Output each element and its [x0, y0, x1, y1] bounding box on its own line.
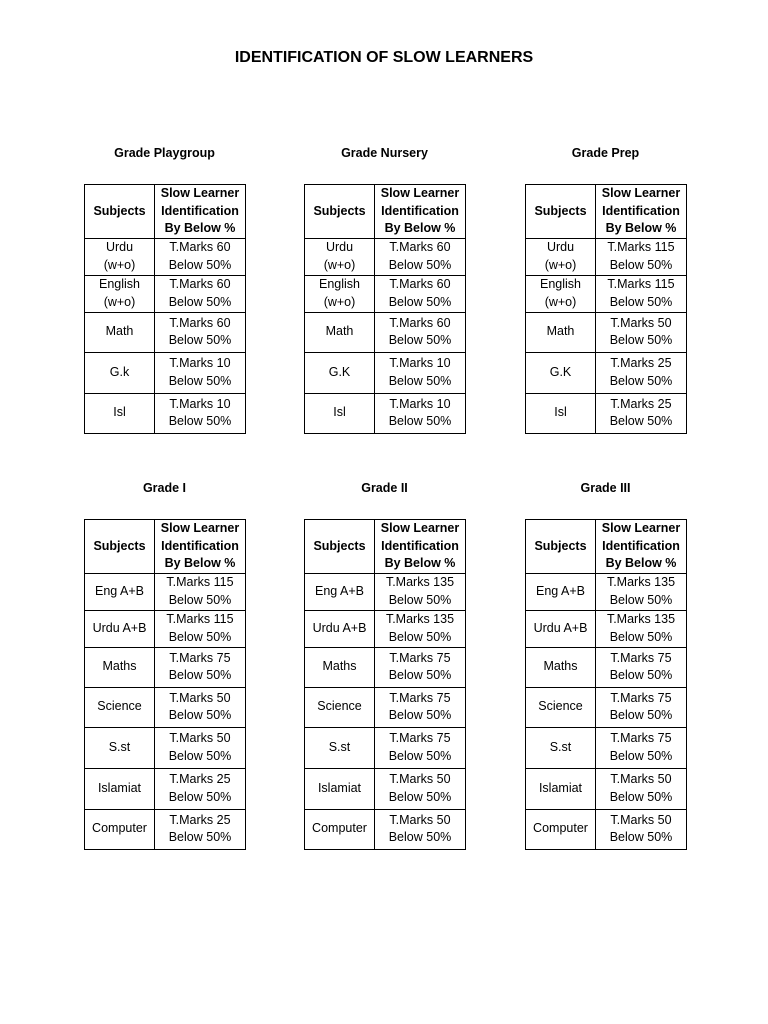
marks-text: Below 50%: [388, 748, 452, 763]
subject-cell: [85, 727, 155, 768]
table-row: [305, 687, 466, 727]
header-line: By Below %: [384, 221, 456, 235]
marks-cell: [596, 727, 687, 768]
subject-text: Eng A+B: [536, 583, 585, 598]
subject-cell: [85, 687, 155, 727]
marks-cell: [375, 393, 466, 433]
subject-cell: [85, 647, 155, 687]
table-row: [85, 573, 246, 610]
subjects-header: Subjects: [85, 185, 155, 239]
subject-text: Science: [538, 699, 583, 714]
page-title: IDENTIFICATION OF SLOW LEARNERS: [234, 49, 534, 66]
subject-cell: [526, 312, 596, 352]
header-line: Identification: [381, 203, 459, 218]
subject-text: Maths: [102, 659, 137, 674]
marks-text: T.Marks 75: [169, 650, 231, 665]
marks-cell: [375, 352, 466, 393]
marks-text: Below 50%: [388, 668, 452, 682]
marks-text: Below 50%: [609, 294, 673, 309]
table-row: [85, 393, 246, 433]
subjects-header: Subjects: [526, 185, 596, 239]
subject-text: Isl: [333, 405, 346, 420]
marks-text: T.Marks 115: [607, 240, 675, 254]
header-line: By Below %: [384, 556, 456, 570]
marks-text: T.Marks 115: [166, 575, 234, 589]
marks-text: Below 50%: [609, 592, 673, 607]
table-row: [305, 727, 466, 768]
header-line: By Below %: [605, 556, 677, 570]
marks-text: Below 50%: [388, 629, 452, 644]
header-line: Identification: [161, 538, 239, 553]
table-row: [305, 809, 466, 849]
marks-text: Below 50%: [609, 830, 673, 844]
marks-text: T.Marks 60: [169, 240, 231, 254]
marks-text: T.Marks 25: [610, 396, 672, 411]
subject-text: Computer: [92, 821, 147, 836]
marks-text: Below 50%: [609, 668, 673, 682]
subject-cell: [526, 573, 596, 610]
marks-cell: [155, 610, 246, 647]
marks-cell: [596, 393, 687, 433]
marks-text: T.Marks 75: [389, 690, 451, 705]
marks-text: T.Marks 135: [385, 575, 455, 589]
marks-cell: [596, 275, 687, 312]
marks-text: Below 50%: [609, 748, 673, 763]
subject-text: (w+o): [544, 257, 577, 272]
subject-text: English: [319, 277, 360, 291]
subject-cell: [526, 610, 596, 647]
marks-text: T.Marks 135: [606, 575, 676, 589]
marks-text: T.Marks 75: [610, 690, 672, 705]
header-line: Identification: [602, 538, 680, 553]
subject-cell: [305, 687, 375, 727]
marks-text: Below 50%: [168, 830, 232, 844]
table-row: [85, 312, 246, 352]
marks-text: Below 50%: [168, 629, 232, 644]
marks-text: Below 50%: [609, 373, 673, 388]
subject-text: Islamiat: [317, 780, 362, 795]
subject-text: Maths: [322, 659, 357, 674]
marks-text: T.Marks 50: [389, 772, 451, 786]
marks-text: T.Marks 50: [610, 812, 672, 827]
subject-text: (w+o): [544, 294, 577, 309]
table-row: [526, 312, 687, 352]
subject-cell: [526, 352, 596, 393]
subject-text: G.K: [328, 364, 351, 379]
marks-cell: [375, 687, 466, 727]
grade-title: Grade II: [361, 481, 408, 495]
marks-text: T.Marks 115: [607, 277, 675, 291]
marks-text: Below 50%: [168, 748, 232, 763]
subject-cell: [85, 809, 155, 849]
marks-cell: [155, 573, 246, 610]
marks-text: T.Marks 10: [389, 356, 451, 370]
subject-text: Urdu: [325, 240, 354, 254]
table-row: [85, 768, 246, 809]
grade-title: Grade I: [142, 481, 187, 495]
table-header-row: [85, 520, 246, 574]
subject-cell: [305, 647, 375, 687]
subject-cell: [305, 727, 375, 768]
marks-text: T.Marks 50: [169, 690, 231, 705]
subject-text: (w+o): [103, 294, 136, 309]
table-row: [305, 352, 466, 393]
table-row: [305, 312, 466, 352]
marks-cell: [596, 312, 687, 352]
marks-cell: [375, 275, 466, 312]
marks-text: T.Marks 50: [610, 772, 672, 786]
marks-text: Below 50%: [168, 294, 232, 309]
subject-text: Eng A+B: [95, 583, 144, 598]
header-line: Slow Learner: [160, 521, 240, 535]
marks-cell: [375, 610, 466, 647]
identification-header: [375, 520, 466, 574]
marks-cell: [596, 687, 687, 727]
marks-text: T.Marks 10: [389, 396, 451, 411]
subject-text: Computer: [312, 821, 367, 836]
grade-title: Grade Nursery: [341, 146, 428, 160]
marks-cell: [596, 573, 687, 610]
subject-text: Urdu A+B: [533, 620, 588, 635]
subject-text: Islamiat: [538, 780, 583, 795]
subject-cell: [526, 768, 596, 809]
subject-cell: [85, 238, 155, 275]
header-line: By Below %: [605, 221, 677, 235]
subject-cell: [85, 768, 155, 809]
subject-text: Isl: [554, 405, 567, 420]
marks-text: Below 50%: [388, 333, 452, 347]
header-line: Slow Learner: [160, 186, 240, 200]
subject-text: Science: [97, 699, 142, 714]
marks-cell: [155, 393, 246, 433]
marks-text: Below 50%: [609, 629, 673, 644]
subject-text: (w+o): [323, 257, 356, 272]
subject-cell: [526, 238, 596, 275]
subject-cell: [526, 687, 596, 727]
marks-cell: [375, 809, 466, 849]
marks-cell: [155, 727, 246, 768]
marks-text: Below 50%: [168, 257, 232, 272]
table-row: [526, 809, 687, 849]
marks-cell: [596, 352, 687, 393]
header-line: By Below %: [164, 556, 236, 570]
subject-cell: [305, 610, 375, 647]
table-row: [526, 768, 687, 809]
marks-text: T.Marks 25: [610, 356, 672, 370]
marks-cell: [155, 238, 246, 275]
subject-cell: [85, 393, 155, 433]
marks-text: Below 50%: [168, 373, 232, 388]
subject-text: Urdu: [105, 240, 134, 254]
marks-text: Below 50%: [388, 708, 452, 722]
table-row: [526, 727, 687, 768]
marks-cell: [155, 647, 246, 687]
marks-text: T.Marks 75: [389, 731, 451, 745]
table-row: [305, 768, 466, 809]
subject-cell: [85, 275, 155, 312]
table-row: [305, 393, 466, 433]
marks-cell: [155, 352, 246, 393]
header-line: Slow Learner: [601, 521, 681, 535]
subject-text: English: [540, 277, 581, 291]
subjects-header: Subjects: [305, 185, 375, 239]
marks-cell: [596, 238, 687, 275]
subject-cell: [305, 768, 375, 809]
marks-text: Below 50%: [388, 414, 452, 428]
table-header-row: [526, 520, 687, 574]
subject-text: Urdu: [546, 240, 575, 254]
grade-title: Grade Prep: [571, 146, 640, 160]
identification-header: [155, 520, 246, 574]
subject-cell: [526, 275, 596, 312]
header-line: Identification: [161, 203, 239, 218]
marks-cell: [596, 768, 687, 809]
subject-cell: [85, 352, 155, 393]
table-row: [526, 393, 687, 433]
marks-text: Below 50%: [388, 294, 452, 309]
marks-text: T.Marks 60: [389, 277, 451, 291]
subject-text: Math: [546, 324, 575, 339]
marks-text: Below 50%: [388, 592, 452, 607]
grade-title: Grade Playgroup: [114, 146, 215, 160]
marks-cell: [155, 312, 246, 352]
table-row: [305, 238, 466, 275]
marks-table: [525, 519, 687, 850]
subject-cell: [85, 312, 155, 352]
marks-text: T.Marks 10: [169, 396, 231, 411]
marks-text: Below 50%: [168, 789, 232, 804]
marks-text: T.Marks 10: [169, 356, 231, 370]
marks-text: Below 50%: [609, 414, 673, 428]
marks-cell: [596, 610, 687, 647]
subject-text: Islamiat: [97, 780, 142, 795]
header-line: Identification: [381, 538, 459, 553]
marks-text: Below 50%: [168, 333, 232, 347]
marks-text: T.Marks 75: [389, 650, 451, 665]
marks-text: Below 50%: [609, 333, 673, 347]
table-header-row: [305, 520, 466, 574]
table-row: [526, 573, 687, 610]
table-row: [85, 352, 246, 393]
marks-table: [84, 519, 246, 850]
marks-table: [304, 184, 466, 434]
table-row: [526, 275, 687, 312]
marks-text: Below 50%: [388, 257, 452, 272]
subject-cell: [85, 573, 155, 610]
subject-text: S.st: [549, 739, 572, 754]
table-row: [526, 238, 687, 275]
marks-text: T.Marks 50: [610, 315, 672, 330]
grade-title: Grade III: [580, 481, 631, 495]
header-line: Slow Learner: [380, 186, 460, 200]
table-row: [85, 275, 246, 312]
subjects-header: Subjects: [85, 520, 155, 574]
subject-text: Isl: [113, 405, 126, 420]
table-header-row: [305, 185, 466, 239]
subject-text: (w+o): [323, 294, 356, 309]
marks-cell: [375, 727, 466, 768]
marks-text: T.Marks 50: [389, 812, 451, 827]
marks-text: Below 50%: [168, 708, 232, 722]
table-row: [85, 687, 246, 727]
header-line: Identification: [602, 203, 680, 218]
subject-cell: [305, 352, 375, 393]
table-row: [305, 275, 466, 312]
marks-cell: [155, 275, 246, 312]
subject-text: G.K: [549, 364, 572, 379]
marks-text: Below 50%: [168, 414, 232, 428]
marks-text: T.Marks 60: [169, 315, 231, 330]
marks-text: Below 50%: [168, 668, 232, 682]
marks-cell: [375, 573, 466, 610]
subjects-header: Subjects: [305, 520, 375, 574]
marks-text: T.Marks 50: [169, 731, 231, 745]
marks-text: T.Marks 25: [169, 812, 231, 827]
subject-cell: [305, 573, 375, 610]
table-row: [305, 573, 466, 610]
table-row: [85, 727, 246, 768]
subject-text: Urdu A+B: [92, 620, 147, 635]
marks-text: Below 50%: [388, 789, 452, 804]
marks-table: [304, 519, 466, 850]
subject-cell: [526, 809, 596, 849]
subject-text: G.k: [109, 364, 130, 379]
header-line: Slow Learner: [380, 521, 460, 535]
table-row: [526, 610, 687, 647]
marks-text: Below 50%: [609, 789, 673, 804]
marks-text: T.Marks 25: [169, 772, 231, 786]
subject-cell: [305, 809, 375, 849]
subject-text: English: [99, 277, 140, 291]
marks-text: Below 50%: [388, 373, 452, 388]
identification-header: [596, 520, 687, 574]
marks-text: T.Marks 60: [169, 277, 231, 291]
marks-cell: [155, 768, 246, 809]
table-row: [305, 647, 466, 687]
table-row: [526, 687, 687, 727]
marks-text: Below 50%: [609, 257, 673, 272]
marks-cell: [375, 768, 466, 809]
subject-cell: [305, 312, 375, 352]
subjects-header: Subjects: [526, 520, 596, 574]
table-row: [85, 610, 246, 647]
subject-text: (w+o): [103, 257, 136, 272]
table-row: [305, 610, 466, 647]
subject-text: S.st: [328, 739, 351, 754]
subject-text: Math: [105, 324, 134, 339]
identification-header: [155, 185, 246, 239]
marks-text: T.Marks 135: [385, 612, 455, 626]
subject-cell: [305, 393, 375, 433]
header-line: Slow Learner: [601, 186, 681, 200]
marks-text: T.Marks 75: [610, 731, 672, 745]
marks-text: T.Marks 135: [606, 612, 676, 626]
subject-text: Computer: [533, 821, 588, 836]
subject-text: S.st: [108, 739, 131, 754]
table-header-row: [85, 185, 246, 239]
marks-cell: [596, 647, 687, 687]
marks-table: [525, 184, 687, 434]
subject-cell: [305, 238, 375, 275]
marks-text: T.Marks 75: [610, 650, 672, 665]
subject-text: Eng A+B: [315, 583, 364, 598]
marks-text: Below 50%: [388, 830, 452, 844]
marks-table: [84, 184, 246, 434]
subject-text: Math: [325, 324, 354, 339]
subject-text: Science: [317, 699, 362, 714]
marks-cell: [375, 238, 466, 275]
marks-text: T.Marks 115: [166, 612, 234, 626]
table-row: [85, 238, 246, 275]
marks-text: Below 50%: [168, 592, 232, 607]
subject-cell: [305, 275, 375, 312]
identification-header: [596, 185, 687, 239]
subject-cell: [526, 647, 596, 687]
marks-cell: [375, 312, 466, 352]
table-row: [526, 352, 687, 393]
marks-cell: [155, 687, 246, 727]
marks-text: T.Marks 60: [389, 315, 451, 330]
subject-text: Urdu A+B: [312, 620, 367, 635]
marks-cell: [155, 809, 246, 849]
header-line: By Below %: [164, 221, 236, 235]
subject-cell: [85, 610, 155, 647]
marks-cell: [596, 809, 687, 849]
subject-cell: [526, 727, 596, 768]
marks-cell: [375, 647, 466, 687]
subject-cell: [526, 393, 596, 433]
table-row: [526, 647, 687, 687]
marks-text: Below 50%: [609, 708, 673, 722]
table-row: [85, 809, 246, 849]
identification-header: [375, 185, 466, 239]
table-header-row: [526, 185, 687, 239]
subject-text: Maths: [543, 659, 578, 674]
table-row: [85, 647, 246, 687]
marks-text: T.Marks 60: [389, 240, 451, 254]
